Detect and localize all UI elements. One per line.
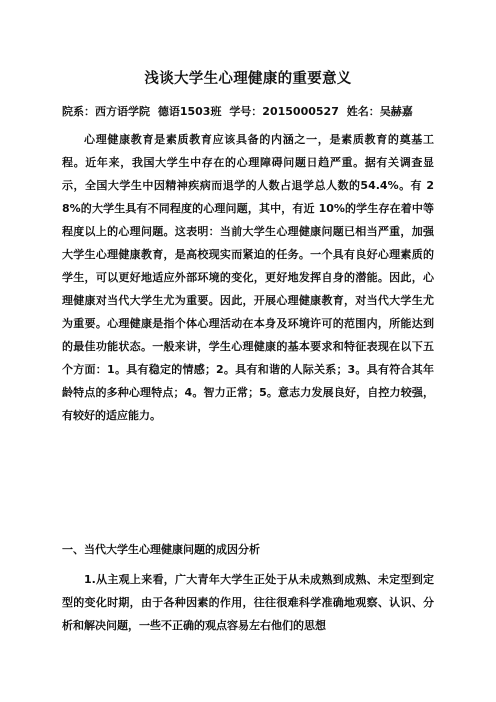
student-id-text: 学号：2015000527 (229, 105, 339, 118)
document-title: 浅谈大学生心理健康的重要意义 (144, 71, 352, 87)
department-text: 院系：西方语学院 (62, 105, 150, 118)
section-heading: 一、当代大学生心理健康问题的成因分析 (62, 543, 260, 556)
intro-paragraph: 心理健康教育是素质教育应该具备的内涵之一，是素质教育的奠基工程。近年来，我国大学生中存在的心理障碍问题日趋严重。据有关调查显示，全国大学生中因精神疾病而退学的人数占退学总人数的54.4%。有 28%的大学生具有不同程度的心理问题，其中，有近 10%的学生存在着中等程度以上的心理问题。这表明：当前大学生心理健康问题已相当严重，加强大学生心理健康教育，是高校现实而紧迫的任务。一个具有良好心理素质的学生，可以更好地适应外部环境的变化，更好地发挥自身的潜能。因此，心理健康对当代大学生尤为重要。因此，开展心理健康教育，对当代大学生尤为重要。心理健康是指个体心理活动在本身及环境许可的范围内，所能达到的最佳功能状态。一般来讲，学生心理健康的基本要求和特征表现在以下五个方面：1。具有稳定的情感；2。具有和谐的人际关系；3。具有符合其年龄特点的多种心理特点；4。智力正常；5。意志力发展良好，自控力较强，有较好的适应能力。 (62, 133, 434, 422)
author-info-line (62, 103, 442, 119)
student-name-text: 姓名：吴赫嘉 (346, 105, 413, 118)
class-text: 德语1503班 (157, 105, 222, 118)
section-paragraph: 1.从主观上来看，广大青年大学生正处于从未成熟到成熟、未定型到定型的变化时期，由于各种因素的作用，往往很难科学准确地观察、认识、分析和解决问题，一些不正确的观点容易左右他们的思想 (62, 573, 434, 632)
